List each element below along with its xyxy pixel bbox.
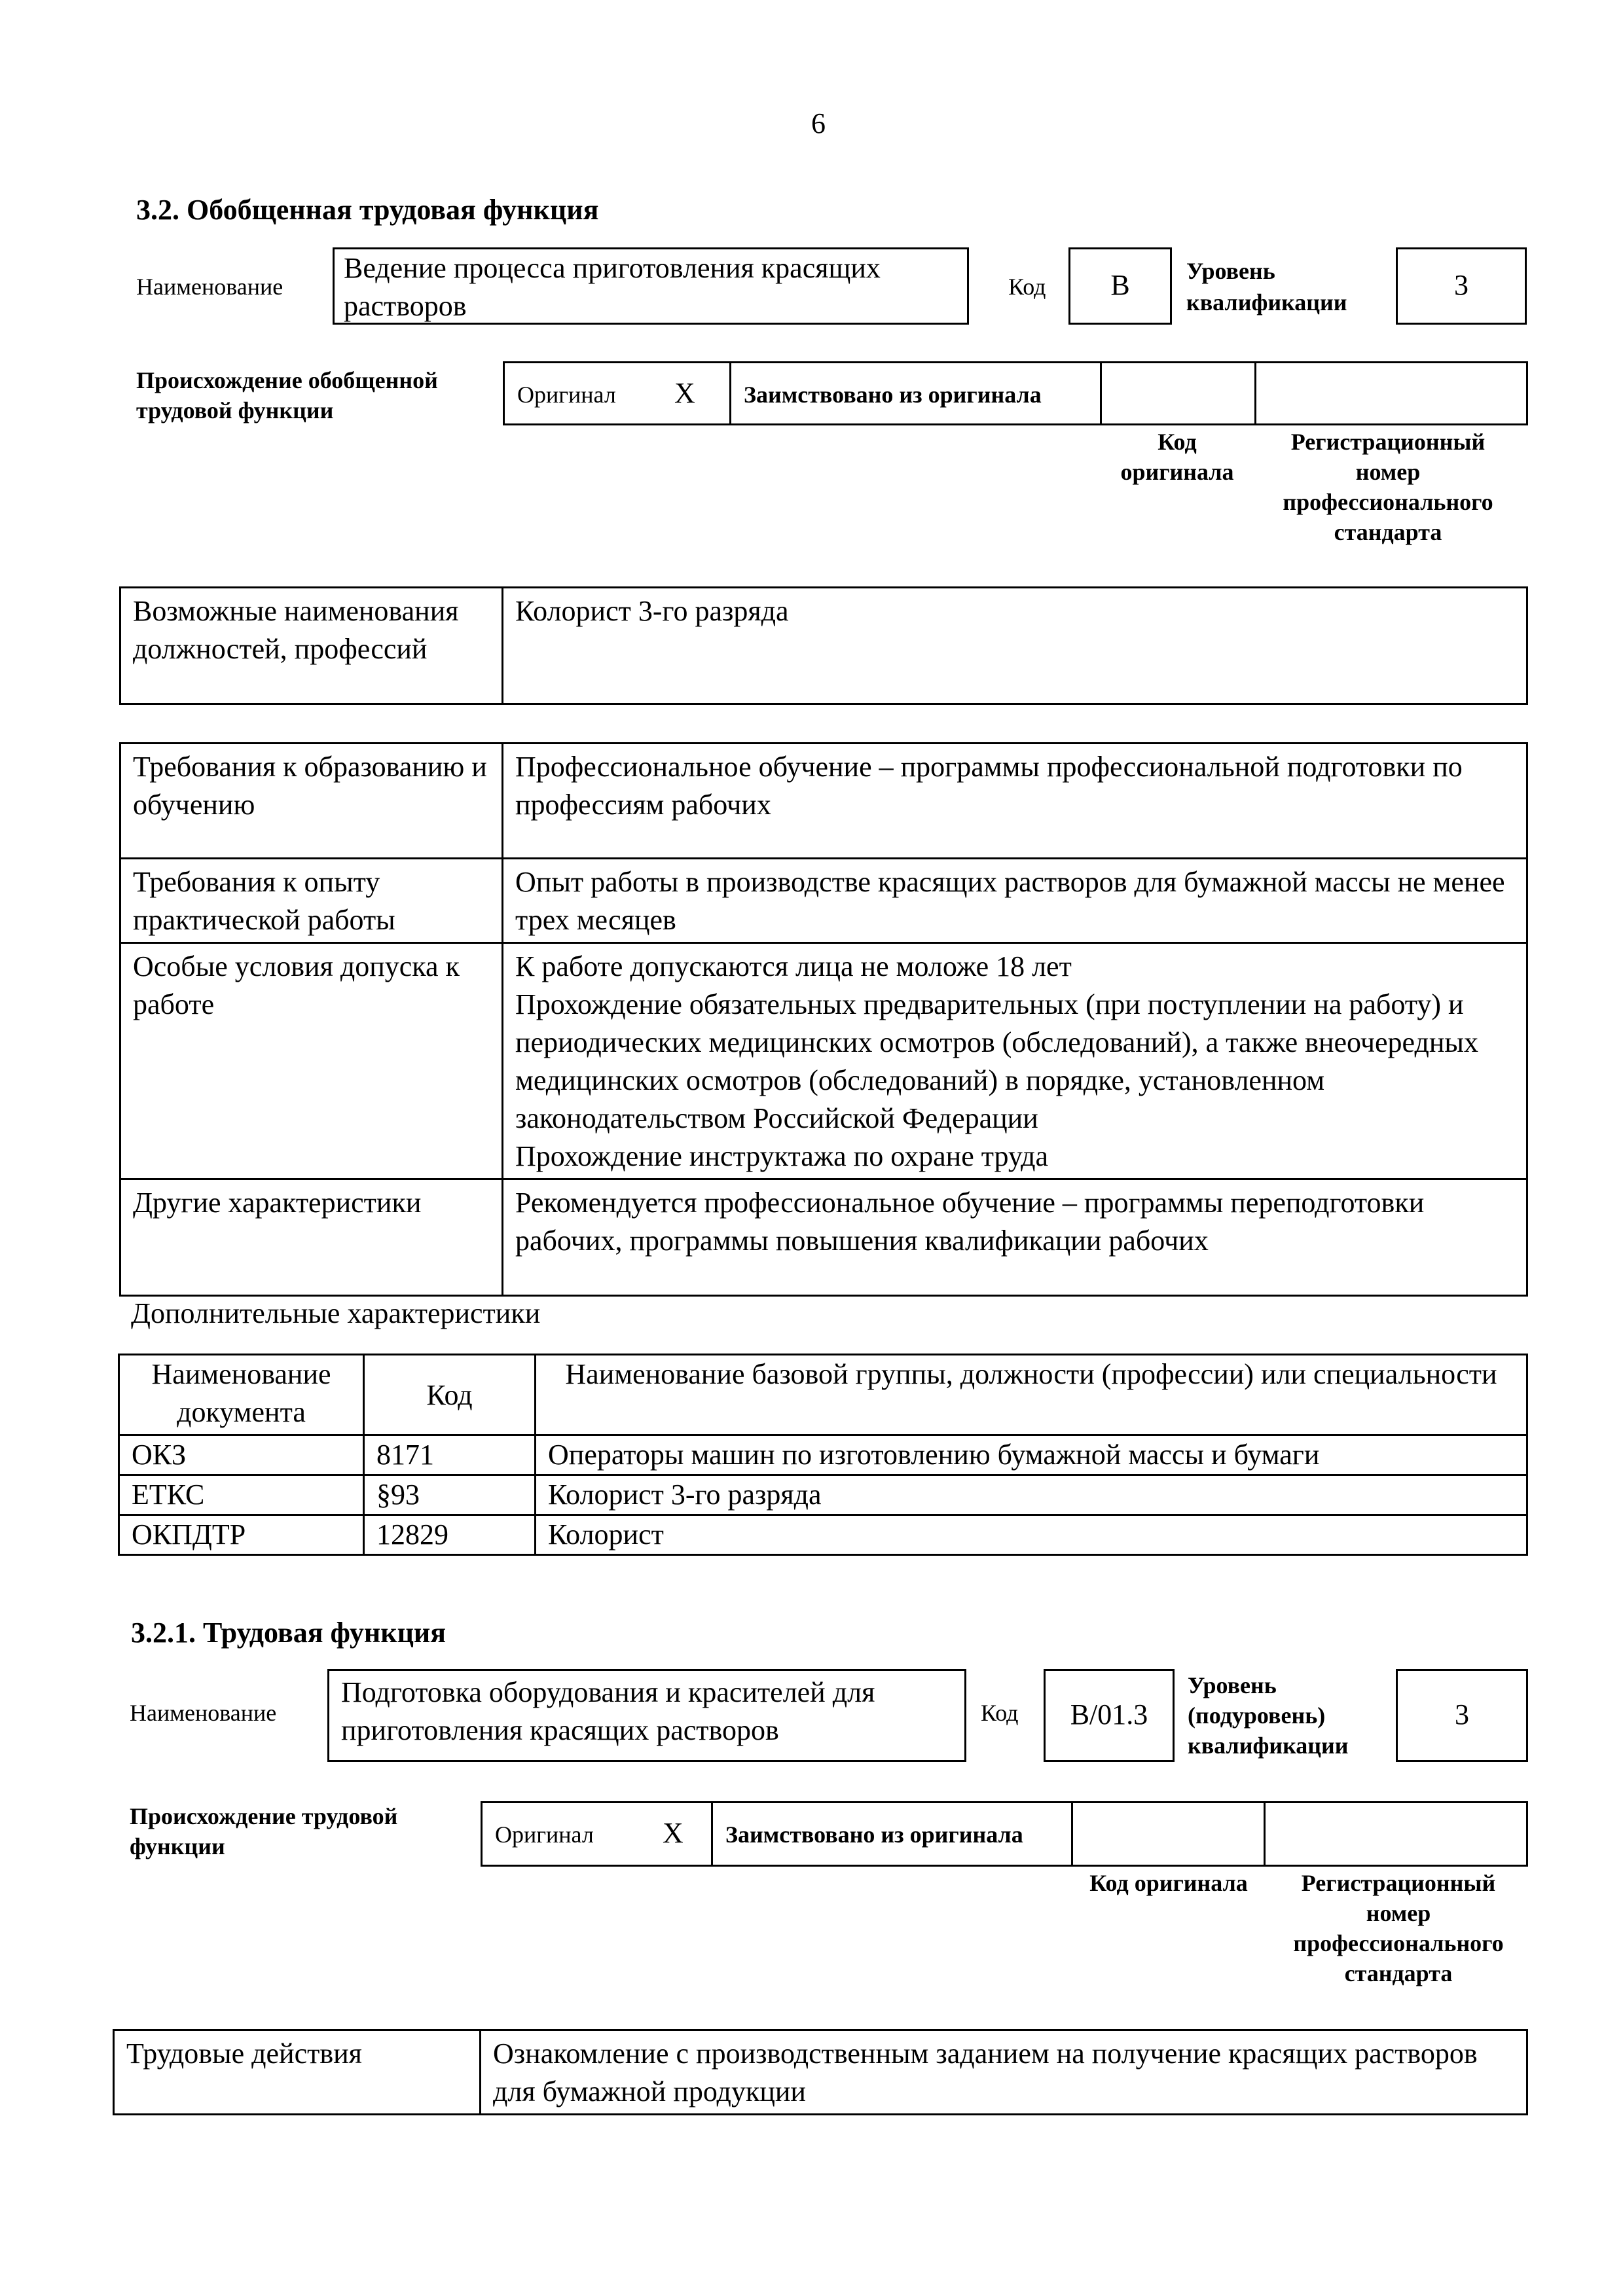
actions-table (113, 2029, 1528, 2115)
req-experience-value: Опыт работы в производстве красящих растворов для бумажной массы не менее трех месяцев (503, 859, 1527, 943)
gtf-code-label: Код (1008, 274, 1046, 300)
gtf-name-label: Наименование (136, 274, 283, 300)
req-admission-line: Прохождение обязательных предварительных (при поступлении на работу) и периодических медицинских осмотров (обследований), а также внеочередных медицинских осмотров (обследований) в порядке, установленном законодательством Российской Федерации (515, 988, 1478, 1134)
additional-cell: Колорист (536, 1515, 1527, 1555)
additional-header-code: Код (364, 1355, 536, 1435)
gtf-level-label: Уровень квалификации (1186, 258, 1347, 315)
additional-cell: ОКПДТР (119, 1515, 364, 1555)
positions-label: Возможные наименования должностей, профессий (120, 588, 503, 704)
additional-cell: 12829 (364, 1515, 536, 1555)
gtf-borrowed-label: Заимствовано из оригинала (744, 382, 1042, 408)
tf-level-label: Уровень (подуровень) квалификации (1188, 1672, 1349, 1759)
tf-reg-number-caption: Регистрационный номер профессионального стандарта (1293, 1870, 1504, 1986)
req-education-value: Профессиональное обучение – программы профессиональной подготовки по профессиям рабочих (503, 744, 1527, 859)
tf-heading: 3.2.1. Трудовая функция (131, 1617, 447, 1649)
additional-cell: ЕТКС (119, 1475, 364, 1515)
additional-title: Дополнительные характеристики (131, 1297, 541, 1329)
positions-value: Колорист 3-го разряда (503, 588, 1527, 704)
tf-code-label: Код (981, 1700, 1019, 1726)
req-admission-line: К работе допускаются лица не моложе 18 лет (515, 950, 1072, 982)
tf-orig-code-caption: Код оригинала (1089, 1870, 1248, 1896)
gtf-level-value: 3 (1396, 247, 1527, 325)
req-education-label: Требования к образованию и обучению (120, 744, 503, 859)
gtf-origin-label: Происхождение обобщенной трудовой функции (136, 367, 438, 423)
additional-cell: §93 (364, 1475, 536, 1515)
actions-value: Ознакомление с производственным заданием на получение красящих растворов для бумажной продукции (481, 2030, 1527, 2115)
additional-cell: Операторы машин по изготовлению бумажной массы и бумаги (536, 1435, 1527, 1475)
req-other-value: Рекомендуется профессиональное обучение – программы переподготовки рабочих, программы повышения квалификации рабочих (503, 1179, 1527, 1296)
gtf-name-value: Ведение процесса приготовления красящих растворов (333, 247, 969, 325)
tf-code-value: B/01.3 (1044, 1669, 1175, 1762)
gtf-code-value: B (1068, 247, 1172, 325)
additional-cell: 8171 (364, 1435, 536, 1475)
gtf-heading: 3.2. Обобщенная трудовая функция (136, 194, 599, 226)
page-number: 6 (811, 107, 826, 139)
additional-cell: ОКЗ (119, 1435, 364, 1475)
tf-name-label: Наименование (130, 1700, 277, 1726)
gtf-original-mark: X (674, 377, 695, 409)
additional-table (118, 1354, 1528, 1556)
req-other-label: Другие характеристики (120, 1179, 503, 1296)
gtf-original-label: Оригинал (517, 382, 616, 408)
tf-original-mark: X (663, 1817, 684, 1849)
additional-header-doc: Наименование документа (119, 1355, 364, 1435)
tf-name-value: Подготовка оборудования и красителей для приготовления красящих растворов (327, 1669, 966, 1762)
gtf-orig-code-caption: Код оригинала (1120, 429, 1234, 485)
additional-cell: Колорист 3-го разряда (536, 1475, 1527, 1515)
requirements-table (119, 742, 1528, 1297)
req-experience-label: Требования к опыту практической работы (120, 859, 503, 943)
req-admission-line: Прохождение инструктажа по охране труда (515, 1140, 1049, 1172)
actions-label: Трудовые действия (114, 2030, 481, 2115)
req-admission-label: Особые условия допуска к работе (120, 943, 503, 1179)
tf-borrowed-label: Заимствовано из оригинала (725, 1821, 1023, 1848)
positions-table (119, 586, 1528, 705)
tf-origin-label: Происхождение трудовой функции (130, 1803, 398, 1859)
additional-header-name: Наименование базовой группы, должности (профессии) или специальности (536, 1355, 1527, 1435)
gtf-reg-number-caption: Регистрационный номер профессионального стандарта (1283, 429, 1493, 545)
tf-original-label: Оригинал (495, 1821, 594, 1848)
req-admission-value (503, 943, 1527, 1179)
tf-level-value: 3 (1396, 1669, 1528, 1762)
